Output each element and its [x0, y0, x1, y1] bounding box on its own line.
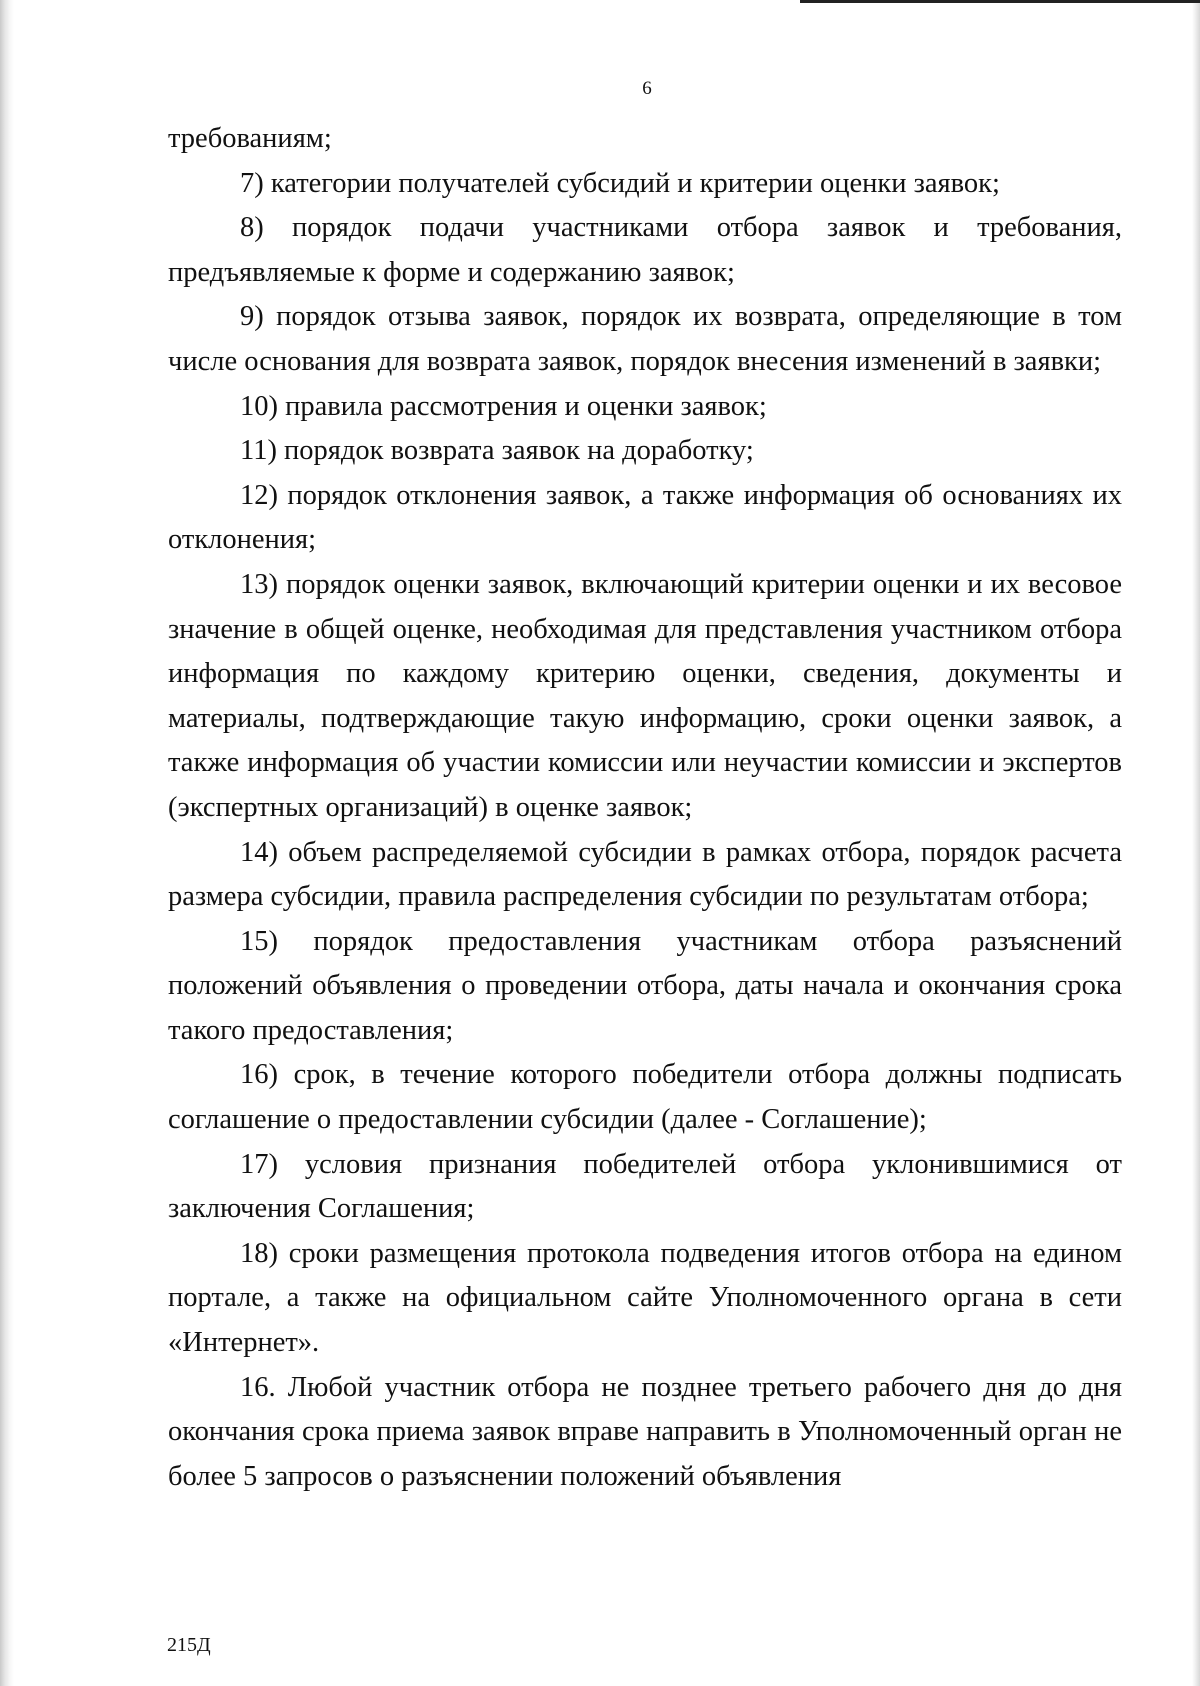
document-body: [168, 117, 1122, 1499]
list-item-13: 13) порядок оценки заявок, включающий критерии оценки и их весовое значение в общей оценке, необходимая для представления участником отбора информация по каждому критерию оценки, сведения, документы и материалы, подтверждающие такую информацию, сроки оценки заявок, а также информация об участии комиссии или неучастии комиссии и экспертов (экспертных организаций) в оценке заявок;: [168, 568, 1122, 823]
list-item-9: 9) порядок отзыва заявок, порядок их возврата, определяющие в том числе основания для возврата заявок, порядок внесения изменений в заявки;: [168, 301, 1122, 377]
list-item-14: 14) объем распределяемой субсидии в рамках отбора, порядок расчета размера субсидии, правила распределения субсидии по результатам отбора;: [168, 836, 1122, 913]
list-item-17: 17) условия признания победителей отбора уклонившимися от заключения Соглашения;: [168, 1148, 1122, 1225]
list-item-8: 8) порядок подачи участниками отбора заявок и требования, предъявляемые к форме и содержанию заявок;: [168, 212, 1122, 288]
scan-edge-right: [1192, 0, 1200, 1686]
document-code: 215Д: [167, 1634, 211, 1656]
list-item-11: 11) порядок возврата заявок на доработку;: [240, 435, 754, 467]
list-item-15: 15) порядок предоставления участникам отбора разъяснений положений объявления о проведении отбора, даты начала и окончания срока такого предоставления;: [168, 925, 1122, 1046]
list-item-16: 16) срок, в течение которого победители отбора должны подписать соглашение о предоставлении субсидии (далее - Соглашение);: [168, 1059, 1122, 1136]
list-item-12: 12) порядок отклонения заявок, а также информация об основаниях их отклонения;: [168, 479, 1122, 556]
paragraph: требованиям;: [168, 123, 332, 154]
list-item-18: 18) сроки размещения протокола подведения итогов отбора на едином портале, а также на официальном сайте Уполномоченного органа в сети «Интернет».: [168, 1237, 1122, 1359]
section-16-paragraph: 16. Любой участник отбора не позднее третьего рабочего дня до дня окончания срока приема заявок вправе направить в Уполномоченный орган не более 5 запросов о разъяснении положений объявления: [168, 1371, 1122, 1492]
page-number: 6: [642, 78, 652, 99]
top-rule: [800, 0, 1200, 3]
list-item-7: 7) категории получателей субсидий и критерии оценки заявок;: [240, 167, 1000, 199]
scan-edge-left: [0, 0, 14, 1686]
list-item-10: 10) правила рассмотрения и оценки заявок;: [240, 390, 767, 422]
